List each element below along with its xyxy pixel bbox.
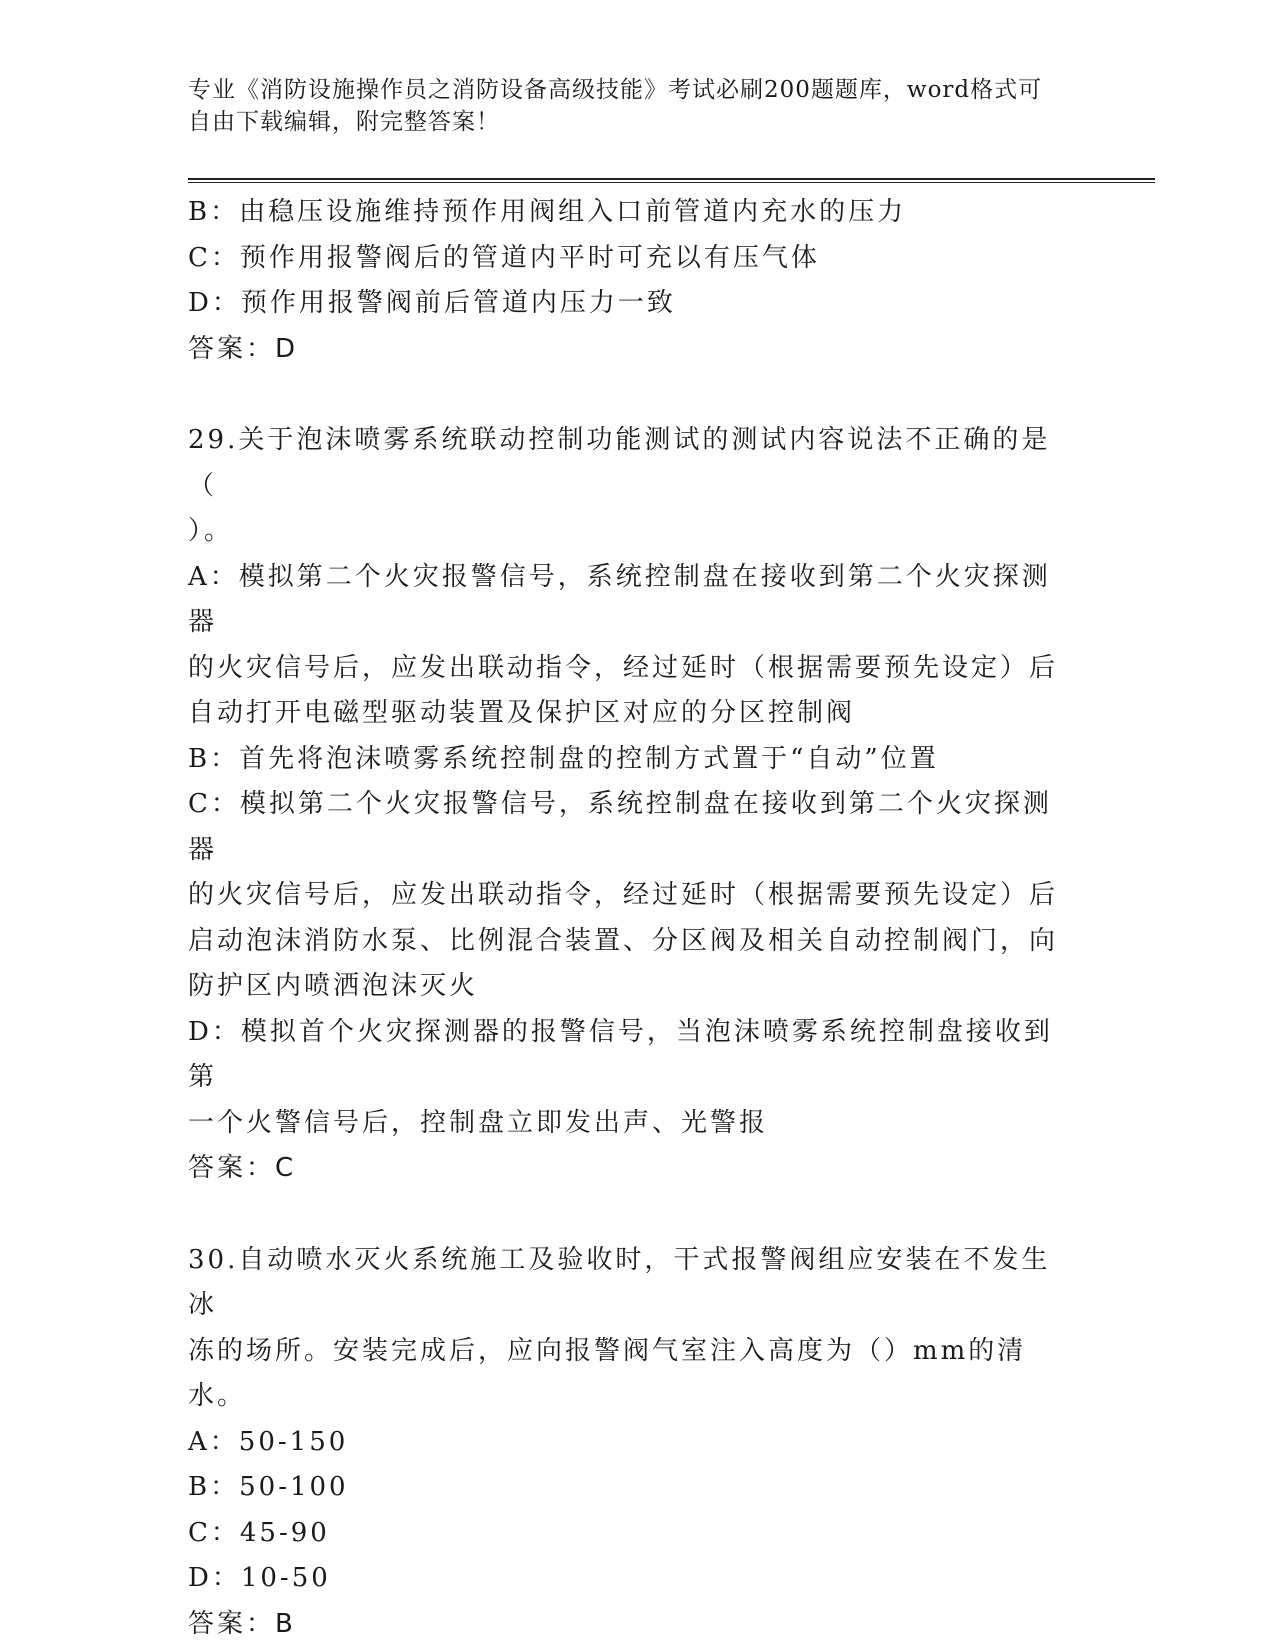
- option-line: A：模拟第二个火灾报警信号，系统控制盘在接收到第二个火灾探测器: [188, 561, 1051, 637]
- option-a: A：50-150: [188, 1426, 349, 1457]
- option-d: D：预作用报警阀前后管道内压力一致: [188, 288, 676, 318]
- option-line: D：模拟首个火灾探测器的报警信号，当泡沫喷雾系统控制盘接收到第: [188, 1016, 1053, 1092]
- option-line: C：模拟第二个火灾报警信号，系统控制盘在接收到第二个火灾探测器: [188, 789, 1052, 865]
- document-header: [188, 74, 1068, 138]
- question-stem-line: 冻的场所。安装完成后，应向报警阀气室注入高度为（）mm的清水。: [188, 1335, 1027, 1411]
- option-line: 一个火警信号后，控制盘立即发出声、光警报: [188, 1107, 769, 1138]
- option-c: C：45-90: [188, 1517, 330, 1548]
- option-b: B：50-100: [188, 1472, 349, 1502]
- question-content: [188, 190, 1078, 1647]
- answer-line: 答案：C: [188, 1153, 297, 1183]
- header-line-2: 自由下载编辑，附完整答案！: [188, 109, 500, 135]
- question-30: [188, 1238, 1078, 1648]
- option-d: D：10-50: [188, 1563, 331, 1593]
- question-stem-line: 30.自动喷水灭火系统施工及验收时，干式报警阀组应安装在不发生冰: [188, 1244, 1051, 1320]
- option-line: 自动打开电磁型驱动装置及保护区对应的分区控制阀: [188, 698, 856, 728]
- question-stem-line: 29.关于泡沫喷雾系统联动控制功能测试的测试内容说法不正确的是（: [188, 425, 1051, 501]
- option-line: B：首先将泡沫喷雾系统控制盘的控制方式置于“自动”位置: [188, 743, 939, 774]
- question-stem-line: ）。: [188, 516, 234, 546]
- answer-line: 答案：D: [188, 333, 299, 364]
- question-28-tail: [188, 190, 1078, 372]
- option-line: 启动泡沫消防水泵、比例混合装置、分区阀及相关自动控制阀门，向: [188, 925, 1059, 956]
- option-c: C：预作用报警阀后的管道内平时可充以有压气体: [188, 242, 820, 273]
- answer-line: 答案：B: [188, 1608, 296, 1639]
- question-29: [188, 418, 1078, 1192]
- option-line: 的火灾信号后，应发出联动指令，经过延时（根据需要预先设定）后: [188, 880, 1059, 910]
- header-divider: [188, 178, 1155, 183]
- option-line: 防护区内喷洒泡沫灭火: [188, 971, 479, 1001]
- option-line: 的火灾信号后，应发出联动指令，经过延时（根据需要预先设定）后: [188, 652, 1059, 683]
- header-line-1: 专业《消防设施操作员之消防设备高级技能》考试必刷200题题库，word格式可: [188, 77, 1043, 103]
- option-b: B：由稳压设施维持预作用阀组入口前管道内充水的压力: [188, 197, 907, 227]
